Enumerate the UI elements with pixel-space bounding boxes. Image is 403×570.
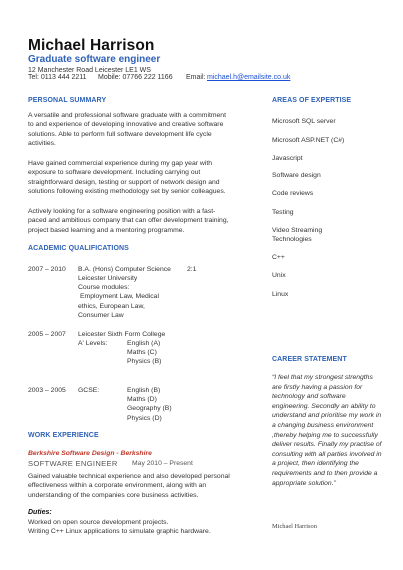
summary-line: to and experience of developing innovative and creative software [28, 121, 224, 129]
expertise-item: Testing [272, 209, 294, 216]
email-link[interactable]: michael.h@emailsite.co.uk [207, 74, 291, 81]
summary-line: exposure to software development. Including carrying out [28, 169, 201, 177]
summary-line: A versatile and professional software graduate with a commitment [28, 112, 226, 119]
subject-item: Physics (B) [127, 358, 162, 366]
duties-list [28, 518, 211, 537]
summary-line: Have gained commercial experience during my gap year with [28, 160, 212, 167]
role-title: SOFTWARE ENGINEER [28, 459, 118, 468]
level-label: GCSE: [78, 387, 100, 394]
expertise-item: Software design [272, 172, 321, 179]
qualifications-heading: ACADEMIC QUALIFICATIONS [28, 245, 129, 252]
qualification-dates: 2003 – 2005 [28, 387, 66, 394]
subject-item: English (A) [127, 340, 161, 347]
school-name: Leicester Sixth Form College [78, 331, 166, 338]
summary-line: activities. [28, 140, 56, 148]
subject-item: Maths (C) [127, 349, 157, 357]
expertise-item: Code reviews [272, 190, 314, 197]
duty-item: Writing C++ Linux applications to simulate graphic hardware. [28, 528, 211, 536]
degree-details [78, 274, 159, 320]
level-label: A' Levels: [78, 340, 108, 347]
expertise-item: Microsoft SQL server [272, 118, 336, 125]
expertise-item: Linux [272, 291, 289, 298]
address: 12 Manchester Road Leicester LE1 WS [28, 67, 151, 74]
qualification-dates: 2005 – 2007 [28, 331, 66, 338]
personal-summary-heading: PERSONAL SUMMARY [28, 97, 107, 104]
job-description-line: understanding of the companies core business activities. [28, 491, 199, 499]
summary-line: solutions following existing methodology set by senior colleagues. [28, 188, 226, 196]
subject-item: Geography (B) [127, 405, 172, 413]
email-label: Email: [186, 74, 206, 81]
telephone: Tel: 0113 444 2211 [28, 74, 87, 81]
summary-line: straightforward design, testing or support of network design and [28, 178, 220, 186]
expertise-item: Video Streaming [272, 227, 323, 234]
qualification-dates: 2007 – 2010 [28, 266, 66, 273]
expertise-item: Technologies [272, 236, 312, 243]
degree-detail-line: Employment Law, Medical [80, 293, 159, 301]
summary-line: project based learning and a mentoring programme. [28, 226, 185, 234]
mobile: Mobile: 07766 222 1166 [98, 74, 173, 81]
degree-detail-line: ethics, European Law, [78, 302, 145, 310]
expertise-heading: AREAS OF EXPERTISE [272, 97, 352, 104]
job-description-line: effectiveness within a corporate environment, along with an [28, 482, 207, 490]
subject-item: Physics (D) [127, 414, 162, 422]
expertise-item: Unix [272, 272, 286, 279]
summary-paragraph-3 [28, 207, 229, 235]
employment-dates: May 2010 – Present [132, 460, 193, 467]
degree-grade: 2:1 [187, 266, 197, 273]
career-statement-heading: CAREER STATEMENT [272, 356, 347, 363]
expertise-item: Javascript [272, 155, 303, 162]
duties-label: Duties: [28, 509, 52, 516]
summary-paragraph-2 [28, 159, 226, 197]
expertise-item: Microsoft ASP.NET (C#) [272, 137, 345, 144]
job-description-line: Gained valuable technical experience and also developed personal [28, 473, 230, 480]
career-statement-text: “I feel that my strongest strengths are firstly having a passion for technology and software engineering. Secondly an ability to understand and prioritise my work in a changing business environment ,thereby helping me to successfully deliver results. Finally my practise of consulting with all parties involved in a project, then identifying the requirements and to then provide a appropriate solution.” [272, 374, 382, 487]
degree-detail-line: Consumer Law [78, 311, 124, 319]
subject-item: English (B) [127, 387, 161, 394]
signature: Michael Harrison [272, 523, 317, 530]
candidate-name: Michael Harrison [28, 37, 155, 54]
degree-detail-line: Course modules: [78, 284, 130, 292]
expertise-item: C++ [272, 254, 285, 261]
job-subtitle: Graduate software engineer [28, 54, 161, 65]
summary-line: solutions. Able to perform full software development life cycle [28, 130, 212, 138]
subject-list [127, 339, 161, 367]
degree-detail-line: Leicester University [78, 275, 138, 282]
work-experience-heading: WORK EXPERIENCE [28, 432, 99, 439]
summary-paragraph-1 [28, 111, 226, 149]
summary-line: paced and ambitious company that can offer development training, [28, 217, 229, 225]
degree-title: B.A. (Hons) Computer Science [78, 266, 171, 273]
company-name: Berkshire Software Design - Berkshire [28, 450, 152, 457]
job-description [28, 472, 230, 500]
subject-item: Maths (D) [127, 396, 157, 404]
summary-line: Actively looking for a software engineering position with a fast- [28, 208, 216, 215]
subject-list [127, 386, 172, 423]
duty-item: Worked on open source development projects. [28, 519, 169, 526]
